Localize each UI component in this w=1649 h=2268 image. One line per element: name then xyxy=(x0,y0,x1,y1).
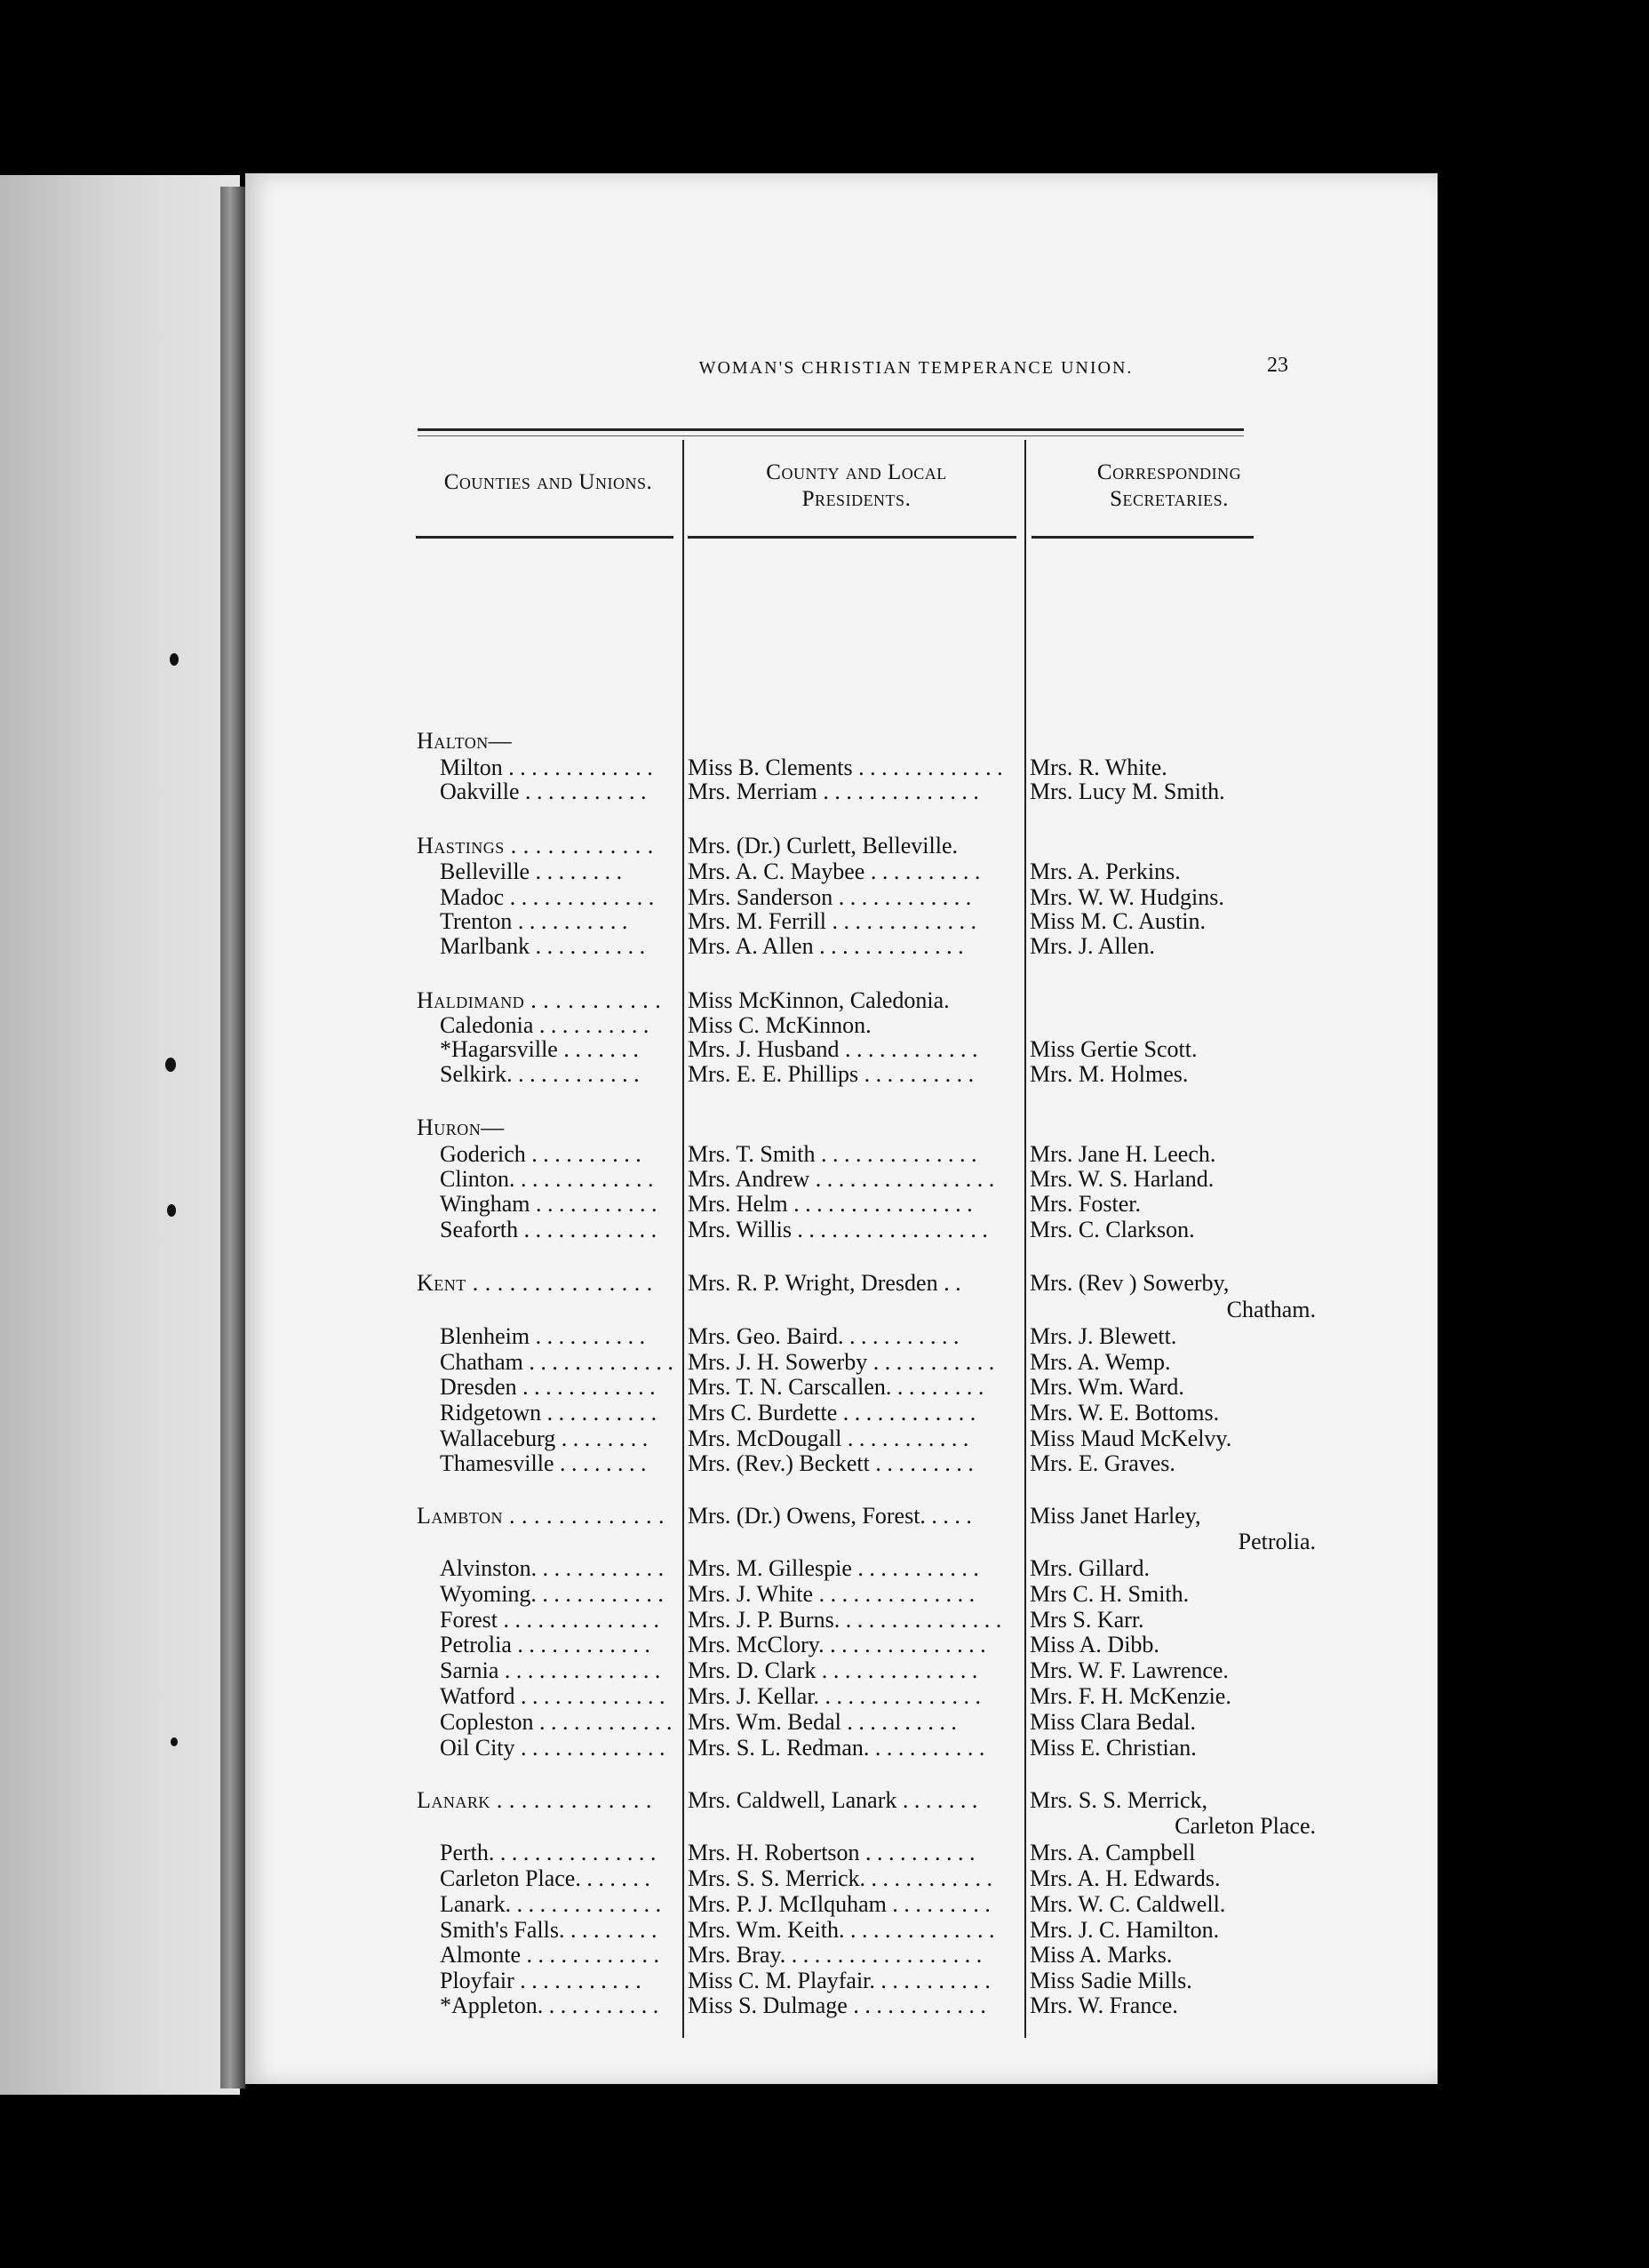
table-cell-president: Mrs. McClory. . . . . . . . . . . . . . . xyxy=(688,1632,986,1657)
table-cell-union: Watford . . . . . . . . . . . . . xyxy=(440,1683,665,1709)
table-cell-president: Mrs. D. Clark . . . . . . . . . . . . . . xyxy=(688,1657,978,1683)
table-cell-union: Wyoming. . . . . . . . . . . . xyxy=(440,1581,664,1607)
table-cell-president: Mrs. S. L. Redman. . . . . . . . . . . xyxy=(688,1735,985,1761)
table-cell-union: Clinton. . . . . . . . . . . . . xyxy=(440,1166,654,1192)
table-cell-secretary: Miss Maud McKelvy. xyxy=(1030,1425,1232,1451)
table-cell-union xyxy=(417,1814,679,1839)
table-cell-union: Alvinston. . . . . . . . . . . . xyxy=(440,1555,665,1581)
table-cell-president: Mrs. A. C. Maybee . . . . . . . . . . xyxy=(688,858,981,884)
table-cell-union: Milton . . . . . . . . . . . . . xyxy=(440,755,653,780)
running-title: WOMAN'S CHRISTIAN TEMPERANCE UNION. xyxy=(698,358,1134,378)
ink-speck xyxy=(165,1058,176,1072)
column-header-counties xyxy=(410,469,686,496)
column-header-counties-text: Counties and Unions. xyxy=(443,470,653,494)
table-cell-secretary: Mrs. W. F. Lawrence. xyxy=(1030,1657,1229,1683)
table-cell-president: Mrs. M. Ferrill . . . . . . . . . . . . . xyxy=(688,908,976,934)
table-cell-secretary xyxy=(1030,1115,1314,1140)
table-cell-secretary: Mrs. A. Campbell xyxy=(1030,1840,1196,1865)
table-cell-president: Mrs. J. H. Sowerby . . . . . . . . . . . xyxy=(688,1349,995,1375)
table-cell-union: Oakville . . . . . . . . . . . xyxy=(440,779,647,804)
table-cell-secretary: Mrs S. Karr. xyxy=(1030,1607,1144,1633)
table-cell-union: Dresden . . . . . . . . . . . . xyxy=(440,1374,656,1400)
header-rule-col2 xyxy=(688,536,1016,539)
table-cell-secretary: Mrs. A. H. Edwards. xyxy=(1030,1865,1221,1891)
table-cell-president: Mrs. Wm. Keith. . . . . . . . . . . . . . xyxy=(688,1917,995,1943)
table-cell-union: Sarnia . . . . . . . . . . . . . . xyxy=(440,1657,661,1683)
table-cell-union: *Appleton. . . . . . . . . . . xyxy=(440,1992,659,2018)
table-cell-president: Mrs. Andrew . . . . . . . . . . . . . . . . xyxy=(688,1166,995,1192)
table-cell-president: Mrs. (Rev.) Beckett . . . . . . . . . xyxy=(688,1450,974,1476)
top-rule xyxy=(418,428,1244,431)
table-cell-president xyxy=(688,729,1018,754)
table-cell-secretary: Mrs. Jane H. Leech. xyxy=(1030,1141,1216,1167)
table-cell-union: Haldimand . . . . . . . . . . . xyxy=(417,987,662,1013)
table-cell-union: Wingham . . . . . . . . . . . xyxy=(440,1191,657,1217)
table-cell-union: Marlbank . . . . . . . . . . xyxy=(440,933,646,959)
table-cell-union: Almonte . . . . . . . . . . . . xyxy=(440,1942,659,1968)
page-number: 23 xyxy=(1267,354,1288,377)
table-cell-secretary: Mrs. M. Holmes. xyxy=(1030,1061,1189,1087)
table-cell-president: Mrs. (Dr.) Curlett, Belleville. xyxy=(688,833,959,858)
table-cell-president: Mrs. T. N. Carscallen. . . . . . . . . xyxy=(688,1374,984,1400)
table-cell-secretary: Chatham. xyxy=(1226,1297,1316,1322)
header-rule-col3 xyxy=(1032,536,1254,539)
table-cell-secretary xyxy=(1030,988,1314,1013)
table-cell-union: Wallaceburg . . . . . . . . xyxy=(440,1425,649,1451)
table-cell-president: Mrs. Bray. . . . . . . . . . . . . . . . . . xyxy=(688,1942,983,1968)
table-cell-president: Mrs. R. P. Wright, Dresden . . xyxy=(688,1270,961,1296)
column-divider-1 xyxy=(682,440,684,2038)
table-cell-president: Miss C. McKinnon. xyxy=(688,1012,872,1038)
column-header-presidents-line1: County and Local xyxy=(766,460,947,484)
column-header-secretaries-line2: Secretaries. xyxy=(1110,487,1229,511)
table-cell-union: Forest . . . . . . . . . . . . . . xyxy=(440,1607,659,1633)
table-cell-secretary: Mrs. W. W. Hudgins. xyxy=(1030,884,1224,910)
table-cell-secretary: Miss M. C. Austin. xyxy=(1030,908,1206,934)
table-cell-union: Hastings . . . . . . . . . . . . xyxy=(417,833,654,858)
table-cell-secretary: Mrs. Gillard. xyxy=(1030,1555,1151,1581)
table-cell-secretary xyxy=(1030,1013,1314,1038)
ink-speck xyxy=(171,1737,178,1746)
table-cell-president: Mrs. Willis . . . . . . . . . . . . . . . . . xyxy=(688,1217,988,1242)
table-cell-secretary: Mrs. W. C. Caldwell. xyxy=(1030,1891,1226,1917)
table-cell-union: Lanark . . . . . . . . . . . . . xyxy=(417,1787,652,1813)
table-cell-union: Lambton . . . . . . . . . . . . . xyxy=(417,1503,665,1529)
table-cell-president: Mrs. S. S. Merrick. . . . . . . . . . . . xyxy=(688,1865,993,1891)
table-cell-union: Huron— xyxy=(417,1114,505,1140)
table-cell-secretary: Miss Janet Harley, xyxy=(1030,1503,1201,1529)
table-cell-union: Smith's Falls. . . . . . . . . xyxy=(440,1917,657,1943)
table-cell-union: Halton— xyxy=(417,728,513,754)
table-cell-union: Trenton . . . . . . . . . . xyxy=(440,908,628,934)
table-cell-secretary xyxy=(1030,834,1314,858)
table-cell-president: Mrs. Caldwell, Lanark . . . . . . . xyxy=(688,1787,978,1813)
table-cell-union: *Hagarsville . . . . . . . xyxy=(440,1036,639,1062)
column-header-presidents xyxy=(688,459,1025,513)
table-cell-president: Miss McKinnon, Caledonia. xyxy=(688,987,950,1013)
table-cell-president: Mrs. J. White . . . . . . . . . . . . . . xyxy=(688,1581,976,1607)
table-cell-secretary: Miss Sadie Mills. xyxy=(1030,1968,1192,1993)
table-cell-union: Chatham . . . . . . . . . . . . . xyxy=(440,1349,673,1375)
table-cell-president: Miss C. M. Playfair. . . . . . . . . . . xyxy=(688,1968,991,1993)
table-cell-union: Ployfair . . . . . . . . . . . xyxy=(440,1968,641,1993)
table-cell-secretary: Mrs. (Rev ) Sowerby, xyxy=(1030,1270,1230,1296)
table-cell-secretary: Mrs. Wm. Ward. xyxy=(1030,1374,1184,1400)
table-cell-president: Mrs. (Dr.) Owens, Forest. . . . . xyxy=(688,1503,972,1529)
table-cell-president: Mrs. T. Smith . . . . . . . . . . . . . . xyxy=(688,1141,977,1167)
table-cell-secretary: Mrs. J. C. Hamilton. xyxy=(1030,1917,1220,1943)
ink-speck xyxy=(170,653,179,666)
table-cell-secretary: Mrs. A. Perkins. xyxy=(1030,858,1181,884)
table-cell-president: Mrs. Geo. Baird. . . . . . . . . . . xyxy=(688,1323,960,1349)
table-cell-secretary: Carleton Place. xyxy=(1175,1813,1316,1839)
book-gutter xyxy=(220,187,245,2088)
table-cell-secretary: Mrs. R. White. xyxy=(1030,755,1167,780)
table-cell-secretary: Mrs. C. Clarkson. xyxy=(1030,1217,1195,1242)
table-cell-secretary: Miss A. Dibb. xyxy=(1030,1632,1159,1657)
table-cell-union: Madoc . . . . . . . . . . . . . xyxy=(440,884,655,910)
table-cell-union: Copleston . . . . . . . . . . . . xyxy=(440,1709,673,1735)
column-header-presidents-line2: Presidents. xyxy=(801,487,912,511)
header-rule-col1 xyxy=(416,536,673,539)
table-cell-president: Mrs. J. P. Burns. . . . . . . . . . . . . . . xyxy=(688,1607,1002,1633)
table-cell-secretary: Mrs. F. H. McKenzie. xyxy=(1030,1683,1231,1709)
table-cell-union: Carleton Place. . . . . . . xyxy=(440,1865,650,1891)
table-cell-president xyxy=(688,1529,1018,1554)
table-cell-president xyxy=(688,1814,1018,1839)
table-cell-secretary: Mrs. J. Allen. xyxy=(1030,933,1155,959)
table-cell-secretary: Miss A. Marks. xyxy=(1030,1942,1173,1968)
table-cell-secretary xyxy=(1030,729,1314,754)
table-cell-secretary: Mrs. E. Graves. xyxy=(1030,1450,1175,1476)
table-cell-secretary: Miss Gertie Scott. xyxy=(1030,1036,1198,1062)
table-cell-union: Selkirk. . . . . . . . . . . . xyxy=(440,1061,640,1087)
table-cell-secretary: Miss Clara Bedal. xyxy=(1030,1709,1197,1735)
table-cell-union: Belleville . . . . . . . . xyxy=(440,858,623,884)
table-cell-president: Mrs. McDougall . . . . . . . . . . . xyxy=(688,1425,969,1451)
table-cell-president: Mrs. Merriam . . . . . . . . . . . . . . xyxy=(688,779,979,804)
top-rule-thin xyxy=(418,435,1244,436)
document-page xyxy=(245,173,1438,2084)
table-cell-union xyxy=(417,1529,679,1554)
table-cell-president: Miss B. Clements . . . . . . . . . . . . . xyxy=(688,755,1003,780)
table-cell-president xyxy=(688,1115,1018,1140)
table-cell-president: Mrs. M. Gillespie . . . . . . . . . . . xyxy=(688,1555,979,1581)
table-cell-secretary: Mrs. J. Blewett. xyxy=(1030,1323,1177,1349)
table-cell-president: Mrs. A. Allen . . . . . . . . . . . . . xyxy=(688,933,964,959)
table-cell-secretary: Petrolia. xyxy=(1238,1529,1316,1554)
table-cell-president: Mrs. J. Husband . . . . . . . . . . . . xyxy=(688,1036,978,1062)
table-cell-union: Blenheim . . . . . . . . . . xyxy=(440,1323,646,1349)
table-cell-president: Mrs. Sanderson . . . . . . . . . . . . xyxy=(688,884,972,910)
table-cell-union: Ridgetown . . . . . . . . . . xyxy=(440,1400,657,1425)
table-cell-secretary: Mrs. W. France. xyxy=(1030,1992,1178,2018)
table-cell-secretary: Mrs. Lucy M. Smith. xyxy=(1030,779,1225,804)
table-cell-president: Mrs C. Burdette . . . . . . . . . . . . xyxy=(688,1400,976,1425)
table-cell-union: Oil City . . . . . . . . . . . . . xyxy=(440,1735,665,1761)
table-cell-union: Lanark. . . . . . . . . . . . . . xyxy=(440,1891,662,1917)
table-cell-union: Seaforth . . . . . . . . . . . . xyxy=(440,1217,657,1242)
column-header-secretaries xyxy=(1032,459,1307,513)
left-page-edge xyxy=(0,175,240,2095)
table-cell-secretary: Mrs. Foster. xyxy=(1030,1191,1141,1217)
column-divider-2 xyxy=(1024,440,1026,2038)
table-cell-secretary: Mrs C. H. Smith. xyxy=(1030,1581,1190,1607)
table-cell-secretary: Mrs. W. E. Bottoms. xyxy=(1030,1400,1220,1425)
table-cell-president: Mrs. J. Kellar. . . . . . . . . . . . . . . xyxy=(688,1683,982,1709)
table-cell-union xyxy=(417,1298,679,1322)
table-cell-union: Thamesville . . . . . . . . xyxy=(440,1450,647,1476)
ink-speck xyxy=(167,1204,176,1217)
table-cell-president: Mrs. E. E. Phillips . . . . . . . . . . xyxy=(688,1061,975,1087)
table-cell-president: Mrs. Helm . . . . . . . . . . . . . . . . xyxy=(688,1191,973,1217)
table-cell-president: Mrs. H. Robertson . . . . . . . . . . xyxy=(688,1840,976,1865)
table-cell-secretary: Mrs. W. S. Harland. xyxy=(1030,1166,1215,1192)
table-cell-union: Petrolia . . . . . . . . . . . . xyxy=(440,1632,650,1657)
table-cell-secretary: Mrs. A. Wemp. xyxy=(1030,1349,1171,1375)
table-cell-union: Goderich . . . . . . . . . . xyxy=(440,1141,641,1167)
table-cell-union: Caledonia . . . . . . . . . . xyxy=(440,1012,649,1038)
table-cell-union: Kent . . . . . . . . . . . . . . . xyxy=(417,1270,653,1296)
table-cell-president: Miss S. Dulmage . . . . . . . . . . . . xyxy=(688,1992,986,2018)
table-cell-president: Mrs. Wm. Bedal . . . . . . . . . . xyxy=(688,1709,957,1735)
table-cell-secretary: Mrs. S. S. Merrick, xyxy=(1030,1787,1208,1813)
column-header-secretaries-line1: Corresponding xyxy=(1096,460,1242,484)
table-cell-union: Perth. . . . . . . . . . . . . . . xyxy=(440,1840,657,1865)
table-cell-secretary: Miss E. Christian. xyxy=(1030,1735,1197,1761)
table-cell-president: Mrs. P. J. McIlquham . . . . . . . . . xyxy=(688,1891,991,1917)
table-cell-president xyxy=(688,1298,1018,1322)
